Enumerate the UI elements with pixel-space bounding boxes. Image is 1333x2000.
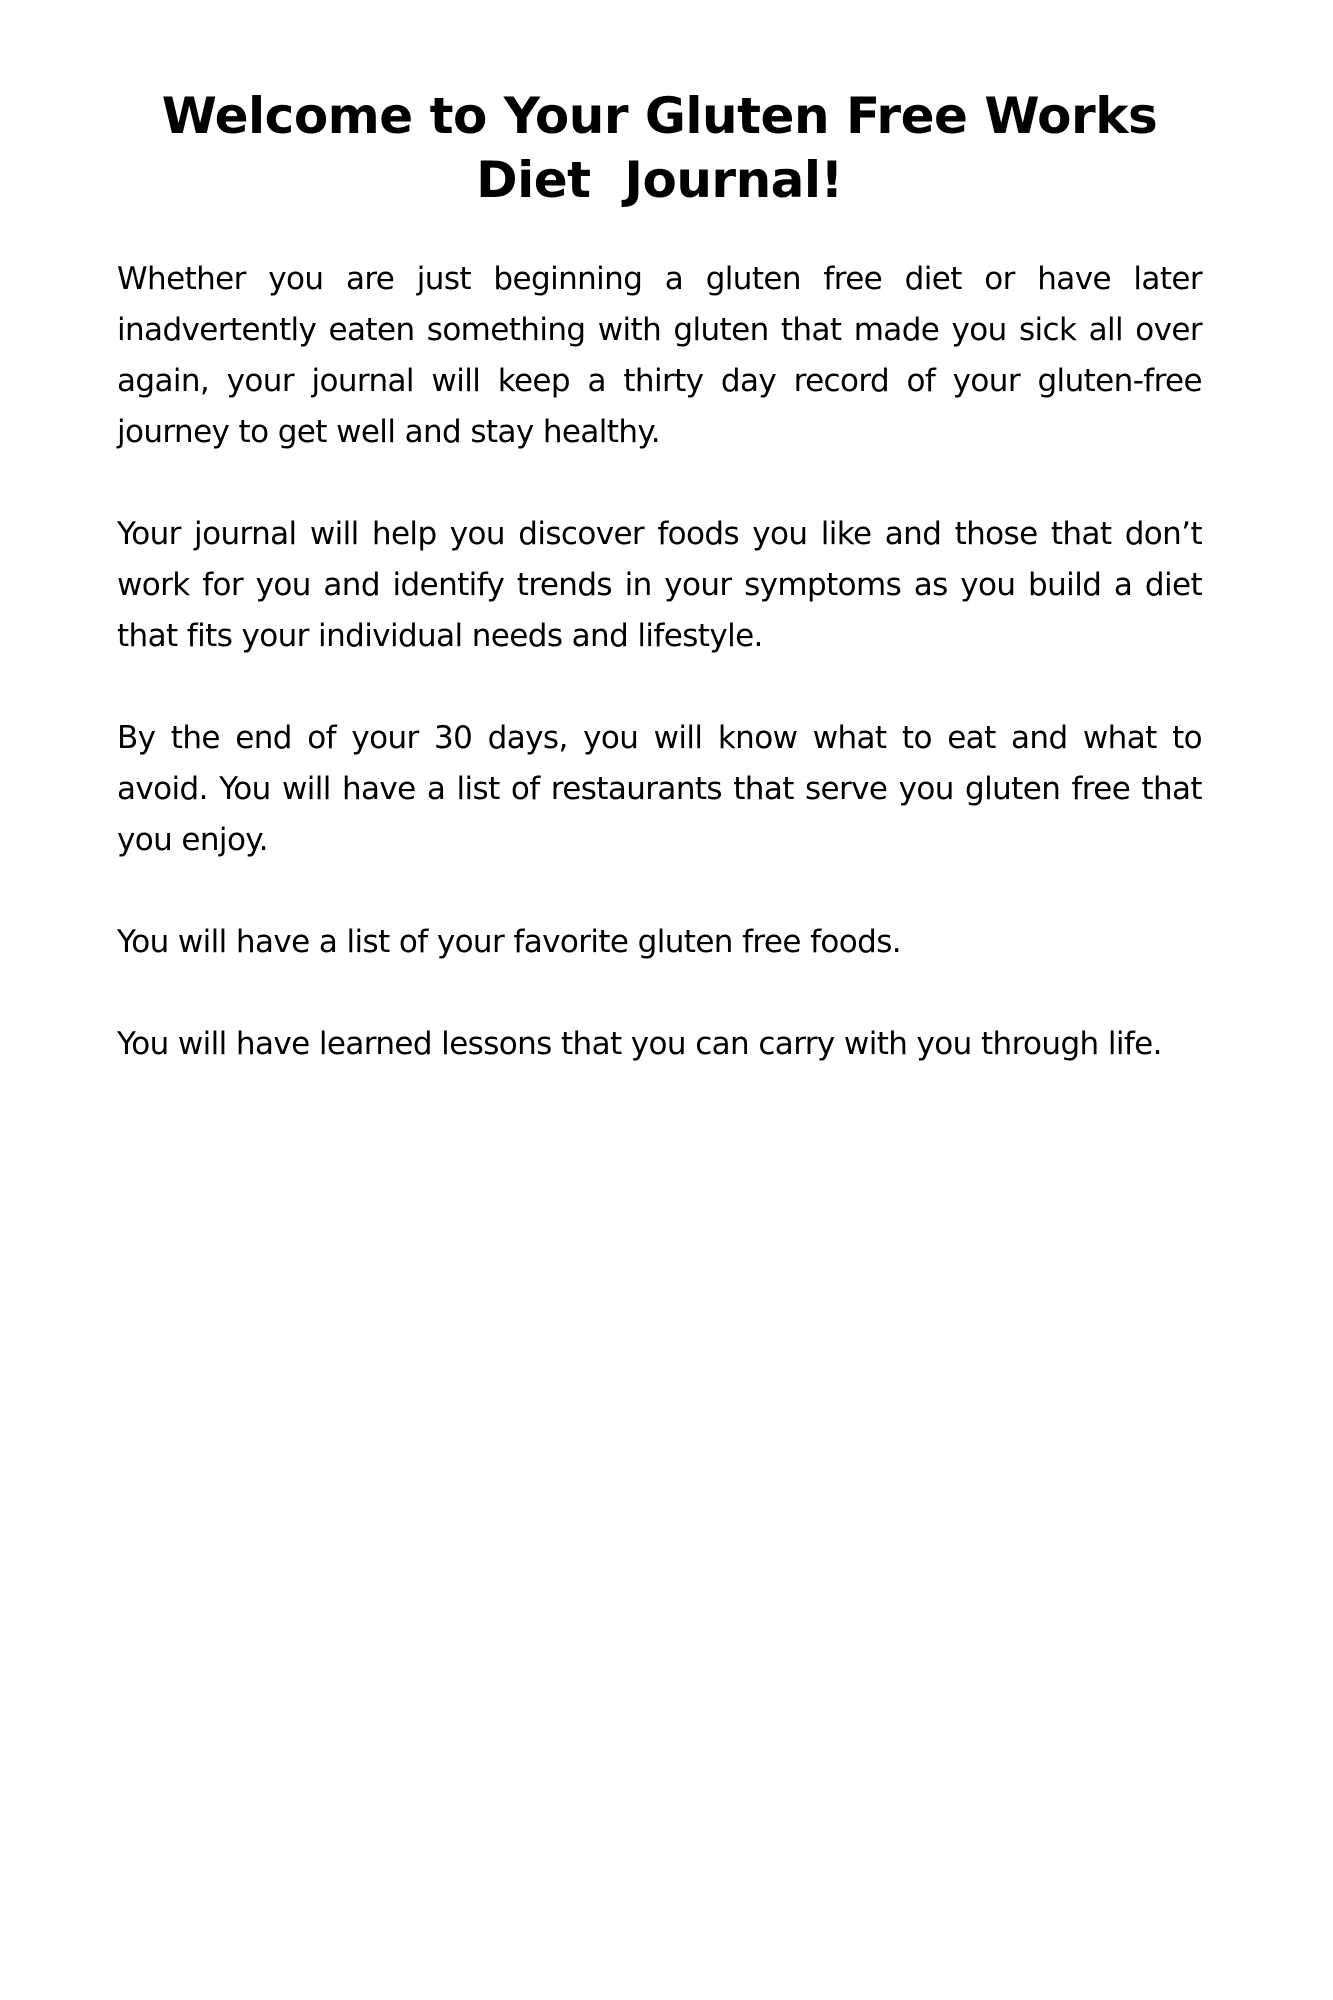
favorite-foods-paragraph: You will have a list of your favorite gluten free foods. (117, 924, 902, 960)
lessons-paragraph: You will have learned lessons that you can carry with you through life. (117, 1026, 1162, 1062)
discover-paragraph: Your journal will help you discover foods you like and those that don’t work for you and identify trends in your symptoms as you build a diet that fits your individual needs and lifestyle. (117, 516, 1202, 654)
title-line-2: Diet Journal! (476, 151, 843, 209)
intro-paragraph: Whether you are just beginning a gluten free diet or have later inadvertently eaten something with gluten that made you sick all over again, your journal will keep a thirty day record of your gluten-free journey to get well and stay healthy. (117, 261, 1202, 450)
document-page (117, 84, 1202, 1121)
title-line-1: Welcome to Your Gluten Free Works (161, 87, 1158, 145)
page-title (117, 84, 1202, 212)
thirty-days-paragraph: By the end of your 30 days, you will know what to eat and what to avoid. You will have a list of restaurants that serve you gluten free that you enjoy. (117, 720, 1202, 858)
